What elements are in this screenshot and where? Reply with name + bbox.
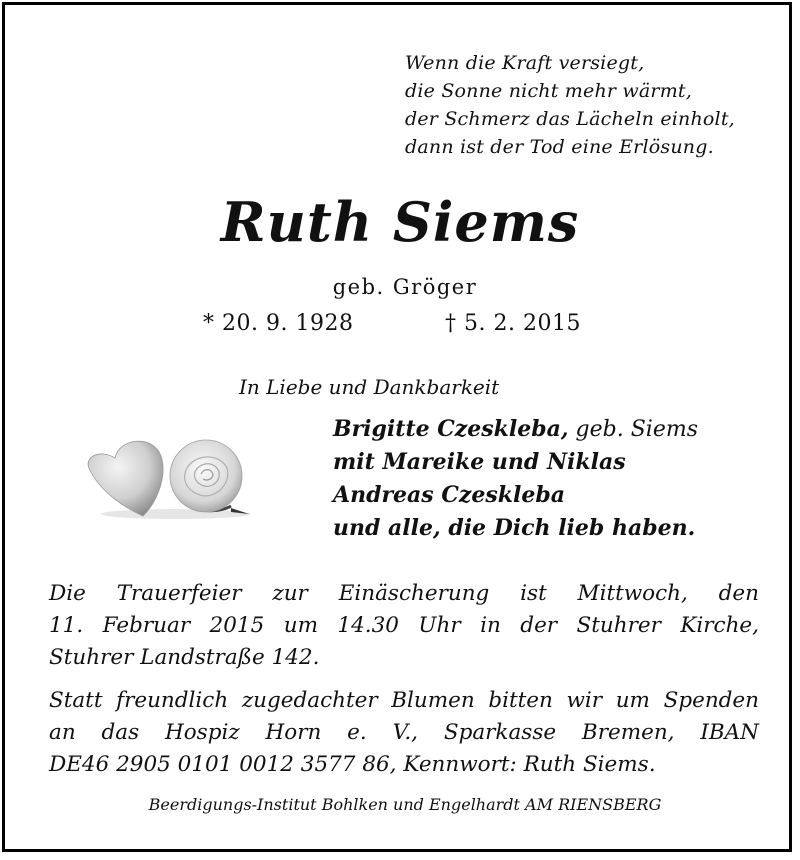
donation-line: DE46 2905 0101 0012 3577 86, Kennwort: Ruth Siems. — [49, 752, 656, 777]
mourner-name: und alle, die Dich lieb haben. — [333, 515, 696, 541]
donation-line: Statt freundlich zugedachter Blumen bitten wir um Spenden — [49, 688, 759, 713]
funeral-home-footer: Beerdigungs-Institut Bohlken und Engelhardt AM RIENSBERG — [148, 795, 662, 814]
ceremony-line: Die Trauerfeier zur Einäscherung ist Mittwoch, den — [49, 581, 759, 606]
poem-line: dann ist der Tod eine Erlösung. — [405, 136, 714, 158]
mourner-line — [333, 446, 698, 479]
mourner-name: mit Mareike und Niklas — [333, 449, 626, 475]
birth-date: * 20. 9. 1928 — [203, 311, 354, 336]
mourner-name: Brigitte Czeskleba, — [333, 416, 569, 442]
poem-line: Wenn die Kraft versiegt, — [405, 52, 645, 74]
heart-and-rose-image — [81, 430, 251, 520]
mourner-maiden: geb. Siems — [568, 417, 698, 442]
mourner-line — [333, 413, 698, 446]
donation-info — [49, 685, 759, 781]
poem-line: der Schmerz das Lächeln einholt, — [405, 108, 735, 130]
ceremony-line: 11. Februar 2015 um 14.30 Uhr in der Stuhrer Kirche, — [49, 613, 759, 638]
mourner-line — [333, 479, 698, 512]
mourner-name: Andreas Czeskleba — [333, 482, 565, 508]
mourner-line — [333, 512, 698, 545]
maiden-name: geb. Gröger — [332, 275, 478, 299]
thanks-line: In Liebe und Dankbarkeit — [239, 375, 500, 399]
obituary-notice — [2, 2, 792, 852]
donation-line: an das Hospiz Horn e. V., Sparkasse Bremen, IBAN — [49, 720, 759, 745]
poem — [405, 49, 735, 161]
poem-line: die Sonne nicht mehr wärmt, — [405, 80, 692, 102]
ceremony-info — [49, 578, 759, 674]
ceremony-line: Stuhrer Landstraße 142. — [49, 645, 320, 670]
mourners-list — [333, 413, 698, 545]
death-date: † 5. 2. 2015 — [445, 311, 581, 336]
deceased-name: Ruth Siems — [220, 190, 580, 254]
